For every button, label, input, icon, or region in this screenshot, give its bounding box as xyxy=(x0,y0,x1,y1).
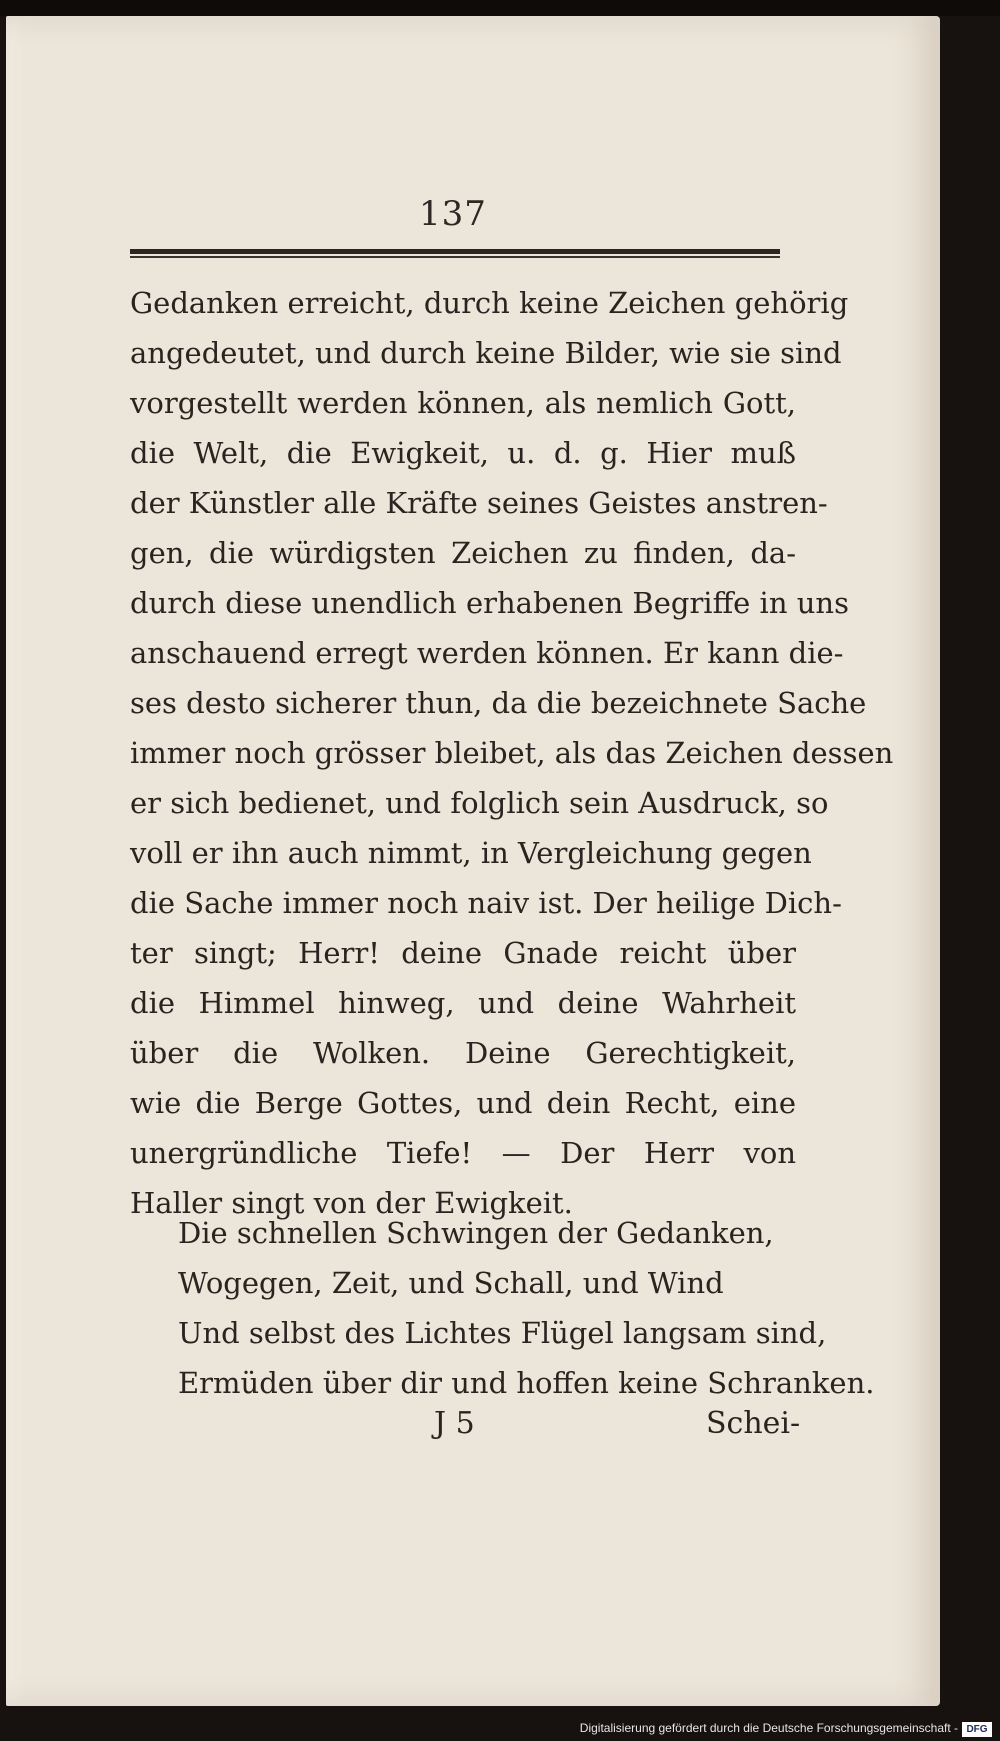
text-line: der Künstler alle Kräfte seines Geistes anstren- xyxy=(130,486,828,520)
digitization-footer xyxy=(0,1706,1000,1741)
text-line: über die Wolken. Deine Gerechtigkeit, xyxy=(130,1036,796,1070)
book-page xyxy=(6,16,940,1706)
signature-mark: J 5 xyxy=(434,1406,475,1441)
text-line: er sich bedienet, und folglich sein Ausdruck, so xyxy=(130,786,829,820)
verse-line: Und selbst des Lichtes Flügel langsam sind, xyxy=(178,1316,827,1350)
text-line: die Sache immer noch naiv ist. Der heilige Dich- xyxy=(130,886,842,920)
verse-line: Ermüden über dir und hoffen keine Schranken. xyxy=(178,1366,875,1400)
text-line: voll er ihn auch nimmt, in Vergleichung gegen xyxy=(130,836,812,870)
text-line: anschauend erregt werden können. Er kann die- xyxy=(130,636,844,670)
text-line: vorgestellt werden können, als nemlich Gott, xyxy=(130,386,796,420)
text-line: ses desto sicherer thun, da die bezeichnete Sache xyxy=(130,686,867,720)
dfg-logo: DFG xyxy=(962,1722,992,1737)
text-line: immer noch grösser bleibet, als das Zeichen dessen xyxy=(130,736,894,770)
verse-line: Die schnellen Schwingen der Gedanken, xyxy=(178,1216,774,1250)
text-line: gen, die würdigsten Zeichen zu finden, da- xyxy=(130,536,796,570)
body-text xyxy=(130,278,894,1228)
header-rule-thick xyxy=(130,249,780,254)
verse-quote xyxy=(178,1208,875,1408)
text-line: Gedanken erreicht, durch keine Zeichen gehörig xyxy=(130,286,849,320)
text-line: angedeutet, und durch keine Bilder, wie sie sind xyxy=(130,336,842,370)
scan-top-edge xyxy=(0,0,1000,16)
text-line: die Himmel hinweg, und deine Wahrheit xyxy=(130,986,796,1020)
text-line: die Welt, die Ewigkeit, u. d. g. Hier muß xyxy=(130,436,796,470)
text-line: Haller singt von der Ewigkeit. xyxy=(130,1186,573,1220)
text-line: durch diese unendlich erhabenen Begriffe in uns xyxy=(130,586,849,620)
header-rule-thin xyxy=(130,256,780,258)
text-line: ter singt; Herr! deine Gnade reicht über xyxy=(130,936,796,970)
text-line: wie die Berge Gottes, und dein Recht, eine xyxy=(130,1086,796,1120)
catchword: Schei- xyxy=(706,1406,801,1441)
text-line: unergründliche Tiefe! — Der Herr von xyxy=(130,1136,796,1170)
page-number: 137 xyxy=(419,194,487,234)
header-rule xyxy=(130,249,780,258)
funding-credit: Digitalisierung gefördert durch die Deutsche Forschungsgemeinschaft - xyxy=(579,1721,958,1735)
verse-line: Wogegen, Zeit, und Schall, und Wind xyxy=(178,1266,724,1300)
